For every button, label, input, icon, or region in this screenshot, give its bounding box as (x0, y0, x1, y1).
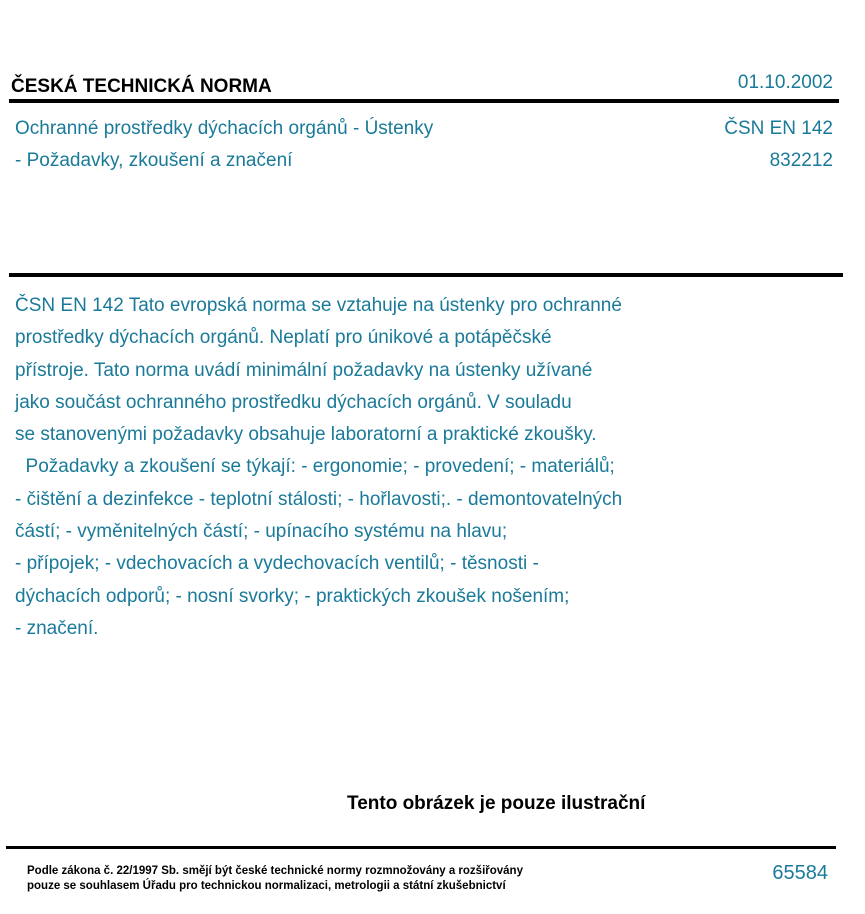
title-line-2: - Požadavky, zkoušení a značení (15, 150, 293, 171)
publication-date: 01.10.2002 (737, 72, 833, 93)
classification-number: 832212 (769, 150, 833, 171)
abstract-line: dýchacích odporů; - nosní svorky; - praktických zkoušek nošením; (15, 585, 570, 607)
document-type-heading: ČESKÁ TECHNICKÁ NORMA (11, 76, 272, 97)
abstract-line: se stanovenými požadavky obsahuje laboratorní a praktické zkoušky. (15, 424, 597, 446)
abstract-line: - čištění a dezinfekce - teplotní stálosti; - hořlavosti;. - demontovatelných (15, 488, 623, 510)
footer-divider (6, 846, 836, 849)
title-line-1: Ochranné prostředky dýchacích orgánů - Ústenky (15, 118, 434, 139)
abstract-text (15, 290, 725, 645)
abstract-line: přístroje. Tato norma uvádí minimální požadavky na ústenky užívané (15, 359, 593, 381)
standard-code: ČSN EN 142 (724, 118, 833, 139)
legal-line: pouze se souhlasem Úřadu pro technickou normalizaci, metrologii a státní zkušebnictví (27, 880, 506, 892)
abstract-line: - přípojek; - vdechovacích a vydechovacích ventilů; - těsnosti - (15, 553, 539, 575)
header-divider (9, 99, 839, 103)
abstract-line: jako součást ochranného prostředku dýchacích orgánů. V souladu (15, 391, 572, 413)
document-number: 65584 (772, 862, 828, 884)
legal-line: Podle zákona č. 22/1997 Sb. smějí být české technické normy rozmnožovány a rozšiřovány (27, 865, 523, 877)
abstract-line: částí; - vyměnitelných částí; - upínacího systému na hlavu; (15, 521, 508, 543)
abstract-line: - značení. (15, 617, 99, 639)
abstract-line: prostředky dýchacích orgánů. Neplatí pro únikové a potápěčské (15, 327, 552, 349)
abstract-line: Požadavky a zkoušení se týkají: - ergonomie; - provedení; - materiálů; (15, 456, 615, 478)
illustration-note: Tento obrázek je pouze ilustrační (347, 793, 646, 814)
legal-notice (27, 864, 523, 894)
title-divider (9, 273, 843, 277)
abstract-line: ČSN EN 142 Tato evropská norma se vztahuje na ústenky pro ochranné (15, 295, 622, 316)
